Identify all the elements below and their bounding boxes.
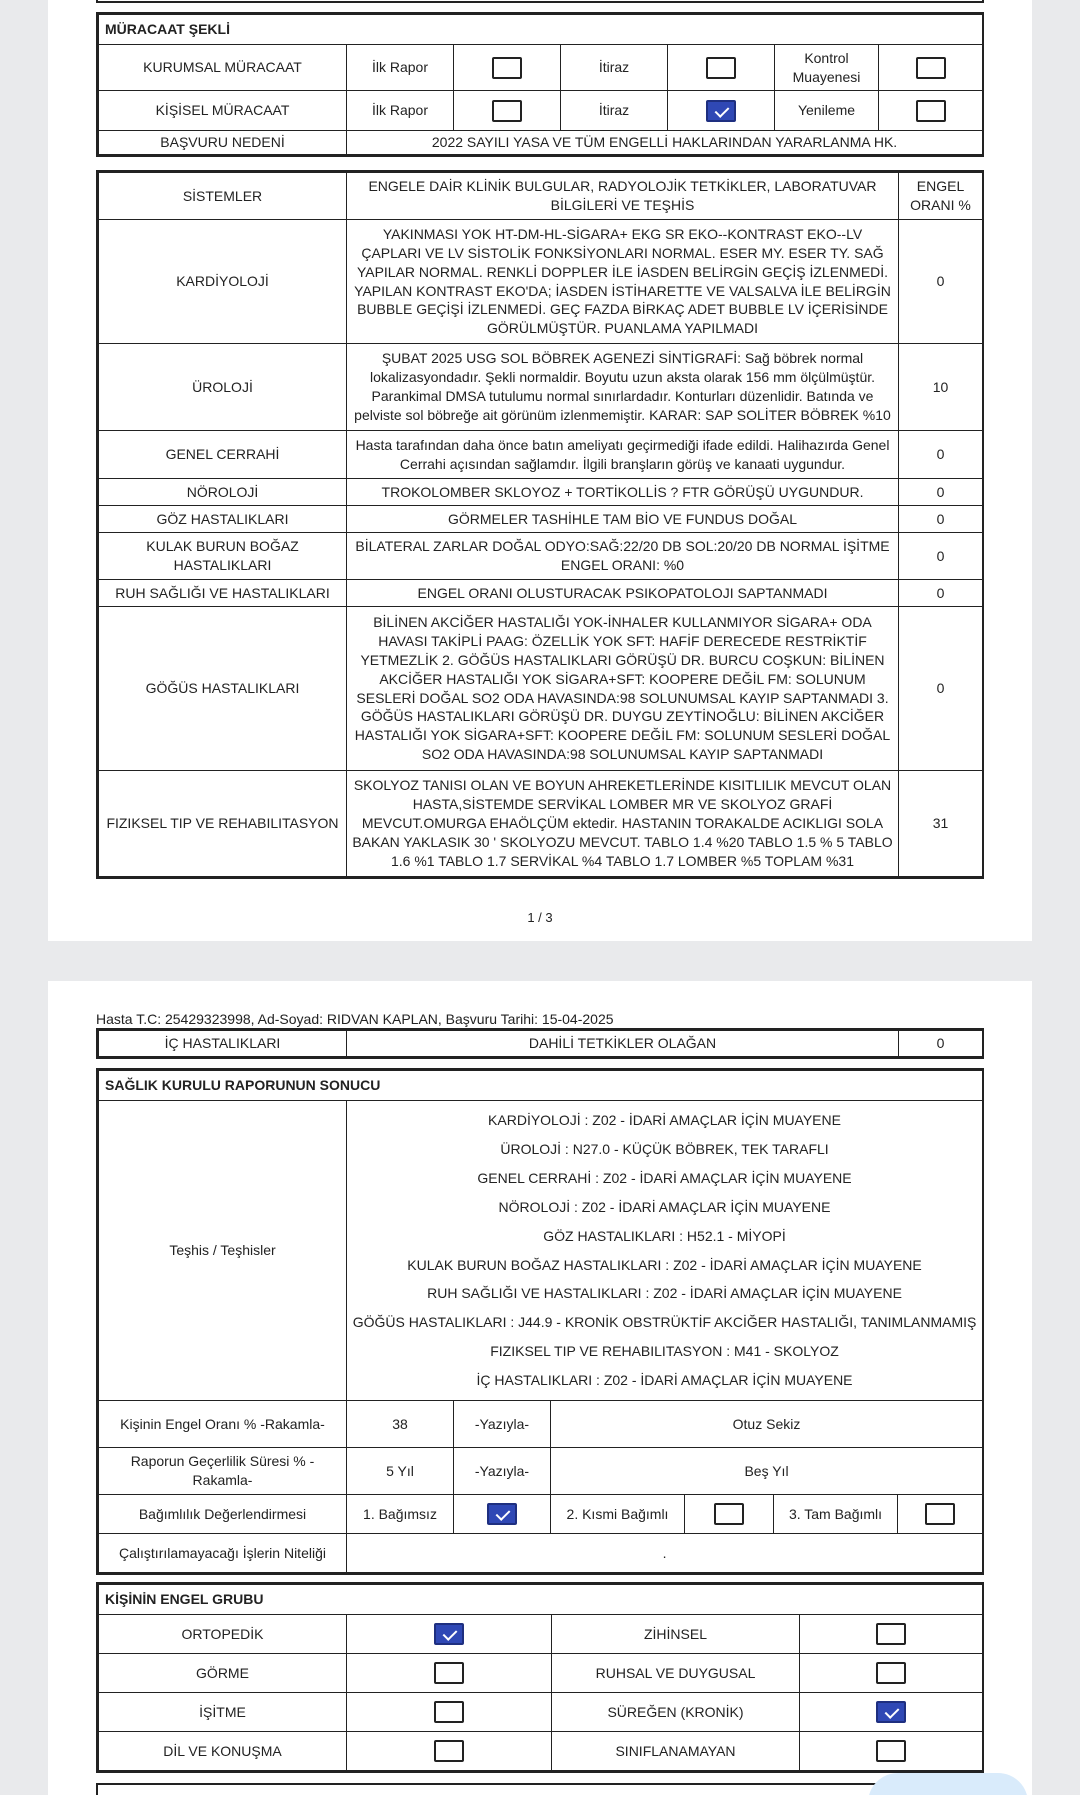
patient-info-line: Hasta T.C: 25429323998, Ad-Soyad: RIDVAN KAPLAN, Başvuru Tarihi: 15-04-2025: [96, 1011, 614, 1027]
corporate-application-label: KURUMSAL MÜRACAAT: [99, 45, 347, 91]
option-label: İtiraz: [561, 91, 668, 131]
system-rate: 0: [899, 479, 983, 506]
system-name: KARDİYOLOJİ: [99, 220, 347, 344]
systems-header: SİSTEMLER: [99, 173, 347, 220]
checkbox-personal-renewal[interactable]: [916, 100, 946, 122]
disability-rate-label: Kişinin Engel Oranı % -Rakamla-: [99, 1401, 347, 1448]
system-rate: 31: [899, 771, 983, 877]
system-rate: 0: [899, 506, 983, 533]
group-label: RUHSAL VE DUYGUSAL: [552, 1654, 800, 1693]
findings-header: ENGELE DAİR KLİNİK BULGULAR, RADYOLOJİK TETKİKLER, LABORATUVAR BİLGİLERİ VE TEŞHİS: [347, 173, 899, 220]
work-restriction-label: Çalıştırılamayacağı İşlerin Niteliği: [99, 1534, 347, 1573]
personal-application-label: KİŞİSEL MÜRACAAT: [99, 91, 347, 131]
validity-text: Beş Yıl: [551, 1448, 983, 1495]
group-label: SÜREĞEN (KRONİK): [552, 1693, 800, 1732]
in-words-label: -Yazıyla-: [454, 1448, 551, 1495]
reason-label: BAŞVURU NEDENİ: [99, 131, 347, 155]
group-label: SINIFLANAMAYAN: [552, 1732, 800, 1771]
system-name: GENEL CERRAHİ: [99, 431, 347, 479]
system-rate: 0: [899, 220, 983, 344]
system-name: FIZIKSEL TIP VE REHABILITASYON: [99, 771, 347, 877]
option-label: Kontrol Muayenesi: [775, 45, 879, 91]
dependency-label: Bağımlılık Değerlendirmesi: [99, 1495, 347, 1534]
page-number: 1 / 3: [527, 910, 553, 925]
checkbox-intellectual[interactable]: [876, 1623, 906, 1645]
document-page-2: [48, 981, 1032, 1795]
system-name: NÖROLOJİ: [99, 479, 347, 506]
system-finding: DAHİLİ TETKİKLER OLAĞAN: [347, 1031, 899, 1057]
option-label: İlk Rapor: [347, 45, 454, 91]
diagnosis-item: KULAK BURUN BOĞAZ HASTALIKLARI : Z02 - İDARİ AMAÇLAR İÇİN MUAYENE: [407, 1256, 922, 1273]
system-finding: TROKOLOMBER SKLOYOZ + TORTİKOLLİS ? FTR GÖRÜŞÜ UYGUNDUR.: [347, 479, 899, 506]
checkbox-independent[interactable]: [487, 1503, 517, 1525]
checkbox-orthopedic[interactable]: [434, 1623, 464, 1645]
systems-table: [96, 170, 984, 879]
system-rate: 0: [899, 607, 983, 771]
system-name: ÜROLOJİ: [99, 344, 347, 431]
system-finding: Hasta tarafından daha önce batın ameliyatı geçirmediği ifade edildi. Halihazırda Genel Cerrahi açısından sağlamdır. İlgili branşların görüş ve kanaati uygundur.: [347, 431, 899, 479]
rate-header: ENGEL ORANI %: [899, 173, 983, 220]
application-type-title: MÜRACAAT ŞEKLİ: [99, 15, 983, 45]
next-table-top: [96, 1783, 984, 1795]
system-rate: 0: [899, 431, 983, 479]
dependency-option-label: 3. Tam Bağımlı: [774, 1495, 898, 1534]
diagnosis-label: Teşhis / Teşhisler: [99, 1101, 347, 1401]
system-finding: ŞUBAT 2025 USG SOL BÖBREK AGENEZİ SİNTİGRAFİ: Sağ böbrek normal lokalizasyondadır. Şekli normaldir. Boyutu uzun aksta olarak 156 mm ölçülmüştür. Parankimal DMSA tutulumu normal sınırlardadır. Konturları düzenlidir. Batında ve pelviste sol böbreğe ait görünüm izlenmemiştir. KARAR: SAP SOLİTER BÖBREK %10: [347, 344, 899, 431]
checkbox-corp-first-report[interactable]: [492, 57, 522, 79]
system-rate: 0: [899, 580, 983, 607]
checkbox-partially-dependent[interactable]: [714, 1503, 744, 1525]
checkbox-corp-control[interactable]: [916, 57, 946, 79]
system-finding: YAKINMASI YOK HT-DM-HL-SİGARA+ EKG SR EKO--KONTRAST EKO--LV ÇAPLARI VE LV SİSTOLİK FONKSİYONLARI NORMAL. ESER MY. ESER TY. SAĞ YAPILAR NORMAL. RENKLİ DOPPLER İLE İASDEN BELİRGİN GEÇİŞ İZLENMEDİ. YAPILAN KONTRAST EKO'DA; İASDEN İSTİHARETTE VE VALSALVA İLE BELİRGİN BUBBLE GEÇİŞİ İZLENMEDİ. GEÇ FAZDA BİRKAÇ ADET BUBBLE LV İÇERİSİNDE GÖRÜLMÜŞTÜR. PUANLAMA YAPILMADI: [347, 220, 899, 344]
previous-table-bottom: [96, 0, 984, 3]
group-label: ORTOPEDİK: [99, 1615, 347, 1654]
work-restriction-value: .: [347, 1534, 983, 1573]
group-label: GÖRME: [99, 1654, 347, 1693]
system-name: İÇ HASTALIKLARI: [99, 1031, 347, 1057]
system-finding: ENGEL ORANI OLUSTURACAK PSIKOPATOLOJI SAPTANMADI: [347, 580, 899, 607]
checkbox-personal-first-report[interactable]: [492, 100, 522, 122]
checkbox-chronic[interactable]: [876, 1701, 906, 1723]
system-name: GÖĞÜS HASTALIKLARI: [99, 607, 347, 771]
group-label: DİL VE KONUŞMA: [99, 1732, 347, 1771]
diagnosis-item: GENEL CERRAHİ : Z02 - İDARİ AMAÇLAR İÇİN MUAYENE: [477, 1169, 852, 1186]
system-rate: 0: [899, 533, 983, 580]
option-label: İtiraz: [561, 45, 668, 91]
floating-action-button[interactable]: [868, 1773, 1028, 1795]
checkbox-psychological[interactable]: [876, 1662, 906, 1684]
diagnosis-item: ÜROLOJİ : N27.0 - KÜÇÜK BÖBREK, TEK TARAFLI: [500, 1140, 829, 1157]
disability-rate-value: 38: [347, 1401, 454, 1448]
disability-group-block: [96, 1582, 984, 1773]
report-result-block: [96, 1068, 984, 1575]
system-rate: 0: [899, 1031, 983, 1057]
system-name: KULAK BURUN BOĞAZ HASTALIKLARI: [99, 533, 347, 580]
validity-value: 5 Yıl: [347, 1448, 454, 1495]
checkbox-hearing[interactable]: [434, 1701, 464, 1723]
diagnosis-item: İÇ HASTALIKLARI : Z02 - İDARİ AMAÇLAR İÇİN MUAYENE: [476, 1372, 853, 1389]
checkbox-speech[interactable]: [434, 1740, 464, 1762]
checkbox-fully-dependent[interactable]: [925, 1503, 955, 1525]
document-page-1: [48, 0, 1032, 941]
diagnosis-item: NÖROLOJİ : Z02 - İDARİ AMAÇLAR İÇİN MUAYENE: [498, 1198, 831, 1215]
checkbox-vision[interactable]: [434, 1662, 464, 1684]
application-type-block: [96, 12, 984, 157]
diagnosis-item: KARDİYOLOJİ : Z02 - İDARİ AMAÇLAR İÇİN MUAYENE: [488, 1112, 841, 1129]
system-finding: SKOLYOZ TANISI OLAN VE BOYUN AHREKETLERİNDE KISITLILIK MEVCUT OLAN HASTA,SİSTEMDE SERVİKAL LOMBER MR VE SKOLYOZ GRAFİ MEVCUT.OMURGA EHAÖLÇÜM ektedir. HASTANIN TORAKALDE ACIKLIGI SOLA BAKAN YAKLASIK 30 ' SKOLYOZU MEVCUT. TABLO 1.4 %20 TABLO 1.5 % 5 TABLO 1.6 %1 TABLO 1.7 SERVİKAL %4 TABLO 1.7 LOMBER %5 TOPLAM %31: [347, 771, 899, 877]
option-label: Yenileme: [775, 91, 879, 131]
system-finding: BİLATERAL ZARLAR DOĞAL ODYO:SAĞ:22/20 DB SOL:20/20 DB NORMAL İŞİTME ENGEL ORANI: %0: [347, 533, 899, 580]
checkbox-corp-objection[interactable]: [706, 57, 736, 79]
group-label: ZİHİNSEL: [552, 1615, 800, 1654]
dependency-option-label: 1. Bağımsız: [347, 1495, 454, 1534]
system-name: GÖZ HASTALIKLARI: [99, 506, 347, 533]
system-rate: 10: [899, 344, 983, 431]
result-title: SAĞLIK KURULU RAPORUNUN SONUCU: [99, 1071, 983, 1101]
checkbox-unclassified[interactable]: [876, 1740, 906, 1762]
option-label: İlk Rapor: [347, 91, 454, 131]
reason-value: 2022 SAYILI YASA VE TÜM ENGELLİ HAKLARINDAN YARARLANMA HK.: [347, 131, 983, 155]
diagnosis-item: GÖĞÜS HASTALIKLARI : J44.9 - KRONİK OBSTRÜKTİF AKCİĞER HASTALIĞI, TANIMLANMAMIŞ: [352, 1314, 977, 1331]
diagnosis-list: [347, 1101, 983, 1401]
system-finding: BİLİNEN AKCİĞER HASTALIĞI YOK-İNHALER KULLANMIYOR SİGARA+ ODA HAVASI TAKİPLİ PAAG: ÖZELLİK YOK SFT: HAFİF DERECEDE RESTRİKTİF YETMEZLİK 2. GÖĞÜS HASTALIKLARI GÖRÜŞÜ DR. BURCU COŞKUN: BİLİNEN AKCİĞER HASTALIĞI YOK SİGARA+SFT: KOOPERE DEĞİL FM: SOLUNUM SESLERİ DOĞAL SO2 ODA HAVASINDA:98 SOLUNUMSAL KAYIP SAPTANMADI 3. GÖĞÜS HASTALIKLARI GÖRÜŞÜ DR. DUYGU ZEYTİNOĞLU: BİLİNEN AKCİĞER HASTALIĞI YOK SİGARA+SFT: KOOPERE DEĞİL FM: SOLUNUM SESLERİ DOĞAL SO2 ODA HAVASINDA:98 SOLUNUMSAL KAYIP SAPTANMADI: [347, 607, 899, 771]
checkbox-personal-objection[interactable]: [706, 100, 736, 122]
system-finding: GÖRMELER TASHİHLE TAM BİO VE FUNDUS DOĞAL: [347, 506, 899, 533]
disability-rate-text: Otuz Sekiz: [551, 1401, 983, 1448]
in-words-label: -Yazıyla-: [454, 1401, 551, 1448]
diagnosis-item: RUH SAĞLIĞI VE HASTALIKLARI : Z02 - İDARİ AMAÇLAR İÇİN MUAYENE: [427, 1285, 902, 1302]
diagnosis-item: FIZIKSEL TIP VE REHABILITASYON : M41 - SKOLYOZ: [490, 1343, 839, 1360]
system-name: RUH SAĞLIĞI VE HASTALIKLARI: [99, 580, 347, 607]
diagnosis-item: GÖZ HASTALIKLARI : H52.1 - MİYOPİ: [543, 1227, 786, 1244]
internal-medicine-row: [96, 1028, 984, 1059]
disability-group-title: KİŞİNİN ENGEL GRUBU: [99, 1585, 983, 1615]
group-label: İŞİTME: [99, 1693, 347, 1732]
validity-label: Raporun Geçerlilik Süresi % -Rakamla-: [99, 1448, 347, 1495]
dependency-option-label: 2. Kısmi Bağımlı: [551, 1495, 685, 1534]
